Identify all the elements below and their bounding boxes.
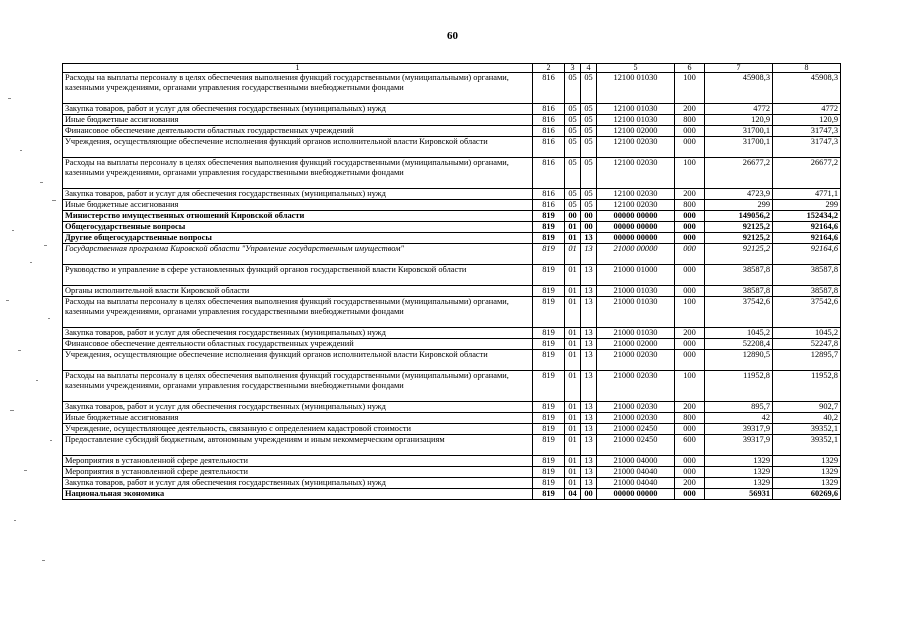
- row-target-code: 21000 01030: [597, 286, 675, 297]
- row-subsection-code: 13: [581, 286, 597, 297]
- row-amount-year-2: 1329: [773, 456, 841, 467]
- row-target-code: 21000 04040: [597, 478, 675, 489]
- row-amount-year-1: 92125,2: [705, 233, 773, 244]
- row-subsection-code: 13: [581, 371, 597, 402]
- row-subsection-code: 13: [581, 350, 597, 371]
- row-expense-type-code: 200: [675, 328, 705, 339]
- row-expense-type-code: 000: [675, 265, 705, 286]
- row-expense-type-code: 000: [675, 339, 705, 350]
- table-row: [63, 489, 841, 500]
- row-amount-year-1: 1329: [705, 478, 773, 489]
- row-expense-type-code: 000: [675, 350, 705, 371]
- table-row: [63, 104, 841, 115]
- row-amount-year-1: 39317,9: [705, 435, 773, 456]
- row-subsection-code: 13: [581, 456, 597, 467]
- row-amount-year-1: 1329: [705, 456, 773, 467]
- table-row: [63, 456, 841, 467]
- row-ved-code: 819: [533, 222, 565, 233]
- row-amount-year-1: 4772: [705, 104, 773, 115]
- row-expense-type-code: 100: [675, 158, 705, 189]
- row-name: Закупка товаров, работ и услуг для обеспечения государственных (муниципальных) нужд: [63, 478, 533, 489]
- row-subsection-code: 13: [581, 402, 597, 413]
- row-subsection-code: 05: [581, 73, 597, 104]
- row-expense-type-code: 000: [675, 286, 705, 297]
- row-ved-code: 819: [533, 350, 565, 371]
- row-section-code: 05: [565, 115, 581, 126]
- row-section-code: 01: [565, 413, 581, 424]
- row-target-code: 21000 01030: [597, 328, 675, 339]
- row-subsection-code: 00: [581, 211, 597, 222]
- row-subsection-code: 13: [581, 328, 597, 339]
- row-amount-year-1: 92125,2: [705, 244, 773, 265]
- row-name: Органы исполнительной власти Кировской области: [63, 286, 533, 297]
- row-amount-year-2: 37542,6: [773, 297, 841, 328]
- table-row: [63, 286, 841, 297]
- row-amount-year-2: 52247,8: [773, 339, 841, 350]
- row-name: Иные бюджетные ассигнования: [63, 413, 533, 424]
- column-header: 7: [705, 64, 773, 73]
- row-section-code: 01: [565, 297, 581, 328]
- table-row: [63, 297, 841, 328]
- row-amount-year-2: 12895,7: [773, 350, 841, 371]
- row-amount-year-1: 38587,8: [705, 286, 773, 297]
- row-target-code: 12100 01030: [597, 115, 675, 126]
- budget-table: [62, 63, 841, 500]
- scan-noise-marks: [0, 0, 60, 634]
- row-target-code: 21000 02450: [597, 435, 675, 456]
- row-amount-year-2: 92164,6: [773, 233, 841, 244]
- row-expense-type-code: 000: [675, 137, 705, 158]
- row-amount-year-1: 299: [705, 200, 773, 211]
- row-target-code: 21000 02030: [597, 413, 675, 424]
- column-header: 1: [63, 64, 533, 73]
- row-section-code: 00: [565, 211, 581, 222]
- row-name: Национальная экономика: [63, 489, 533, 500]
- row-amount-year-2: 39352,1: [773, 424, 841, 435]
- table-row: [63, 137, 841, 158]
- row-ved-code: 819: [533, 424, 565, 435]
- row-amount-year-1: 39317,9: [705, 424, 773, 435]
- row-section-code: 05: [565, 189, 581, 200]
- row-target-code: 12100 02030: [597, 137, 675, 158]
- row-section-code: 01: [565, 402, 581, 413]
- row-target-code: 21000 02000: [597, 339, 675, 350]
- table-row: [63, 467, 841, 478]
- row-expense-type-code: 000: [675, 489, 705, 500]
- row-amount-year-1: 4723,9: [705, 189, 773, 200]
- table-row: [63, 200, 841, 211]
- row-subsection-code: 05: [581, 158, 597, 189]
- row-ved-code: 816: [533, 104, 565, 115]
- row-name: Министерство имущественных отношений Кировской области: [63, 211, 533, 222]
- row-subsection-code: 13: [581, 244, 597, 265]
- table-row: [63, 115, 841, 126]
- row-name: Закупка товаров, работ и услуг для обеспечения государственных (муниципальных) нужд: [63, 328, 533, 339]
- row-target-code: 12100 02030: [597, 189, 675, 200]
- row-name: Государственная программа Кировской области "Управление государственным имуществом": [63, 244, 533, 265]
- row-amount-year-2: 11952,8: [773, 371, 841, 402]
- page-number: 60: [447, 30, 458, 42]
- row-subsection-code: 13: [581, 478, 597, 489]
- row-name: Учреждения, осуществляющие обеспечение исполнения функций органов исполнительной власти Кировской области: [63, 350, 533, 371]
- row-name: Расходы на выплаты персоналу в целях обеспечения выполнения функций государственными (муниципальными) органами, казенными учреждениями, органами управления государственными внебюджетными фондами: [63, 371, 533, 402]
- row-section-code: 01: [565, 478, 581, 489]
- row-expense-type-code: 000: [675, 467, 705, 478]
- row-ved-code: 816: [533, 189, 565, 200]
- row-name: Иные бюджетные ассигнования: [63, 115, 533, 126]
- row-section-code: 01: [565, 328, 581, 339]
- row-target-code: 12100 02000: [597, 126, 675, 137]
- table-row: [63, 265, 841, 286]
- table-row: [63, 339, 841, 350]
- row-amount-year-1: 45908,3: [705, 73, 773, 104]
- row-ved-code: 816: [533, 158, 565, 189]
- row-subsection-code: 05: [581, 104, 597, 115]
- table-row: [63, 478, 841, 489]
- row-ved-code: 819: [533, 233, 565, 244]
- row-expense-type-code: 800: [675, 200, 705, 211]
- row-expense-type-code: 100: [675, 297, 705, 328]
- row-section-code: 01: [565, 456, 581, 467]
- row-target-code: 21000 02030: [597, 350, 675, 371]
- table-row: [63, 126, 841, 137]
- row-amount-year-2: 40,2: [773, 413, 841, 424]
- table-row: [63, 244, 841, 265]
- row-amount-year-1: 56931: [705, 489, 773, 500]
- table-row: [63, 402, 841, 413]
- row-amount-year-1: 1045,2: [705, 328, 773, 339]
- row-ved-code: 819: [533, 456, 565, 467]
- table-row: [63, 413, 841, 424]
- row-section-code: 01: [565, 244, 581, 265]
- row-target-code: 00000 00000: [597, 489, 675, 500]
- table-row: [63, 435, 841, 456]
- row-target-code: 21000 02030: [597, 402, 675, 413]
- row-expense-type-code: 200: [675, 402, 705, 413]
- row-name: Закупка товаров, работ и услуг для обеспечения государственных (муниципальных) нужд: [63, 189, 533, 200]
- row-subsection-code: 00: [581, 222, 597, 233]
- row-section-code: 01: [565, 233, 581, 244]
- row-target-code: 21000 02450: [597, 424, 675, 435]
- row-expense-type-code: 000: [675, 456, 705, 467]
- row-ved-code: 816: [533, 200, 565, 211]
- row-name: Финансовое обеспечение деятельности областных государственных учреждений: [63, 126, 533, 137]
- column-header: 2: [533, 64, 565, 73]
- row-subsection-code: 13: [581, 435, 597, 456]
- row-amount-year-2: 4771,1: [773, 189, 841, 200]
- row-ved-code: 819: [533, 339, 565, 350]
- row-amount-year-1: 1329: [705, 467, 773, 478]
- row-name: Мероприятия в установленной сфере деятельности: [63, 467, 533, 478]
- row-ved-code: 819: [533, 402, 565, 413]
- row-amount-year-1: 92125,2: [705, 222, 773, 233]
- row-ved-code: 816: [533, 126, 565, 137]
- row-amount-year-1: 37542,6: [705, 297, 773, 328]
- row-section-code: 04: [565, 489, 581, 500]
- row-amount-year-1: 31700,1: [705, 126, 773, 137]
- row-expense-type-code: 100: [675, 73, 705, 104]
- row-expense-type-code: 600: [675, 435, 705, 456]
- row-ved-code: 819: [533, 297, 565, 328]
- row-amount-year-2: 38587,8: [773, 286, 841, 297]
- row-section-code: 01: [565, 265, 581, 286]
- row-ved-code: 819: [533, 371, 565, 402]
- column-header: 5: [597, 64, 675, 73]
- column-header: 4: [581, 64, 597, 73]
- row-section-code: 05: [565, 104, 581, 115]
- row-amount-year-2: 299: [773, 200, 841, 211]
- row-ved-code: 819: [533, 244, 565, 265]
- row-expense-type-code: 000: [675, 222, 705, 233]
- row-section-code: 05: [565, 200, 581, 211]
- row-amount-year-2: 1329: [773, 478, 841, 489]
- row-amount-year-2: 31747,3: [773, 126, 841, 137]
- row-subsection-code: 13: [581, 413, 597, 424]
- row-amount-year-1: 11952,8: [705, 371, 773, 402]
- row-section-code: 05: [565, 126, 581, 137]
- row-amount-year-2: 92164,6: [773, 222, 841, 233]
- table-row: [63, 328, 841, 339]
- row-target-code: 00000 00000: [597, 222, 675, 233]
- table-row: [63, 73, 841, 104]
- row-ved-code: 819: [533, 478, 565, 489]
- row-amount-year-1: 31700,1: [705, 137, 773, 158]
- row-target-code: 21000 00000: [597, 244, 675, 265]
- row-name: Другие общегосударственные вопросы: [63, 233, 533, 244]
- row-ved-code: 819: [533, 489, 565, 500]
- table-header-row: [63, 64, 841, 73]
- row-target-code: 21000 01030: [597, 297, 675, 328]
- row-subsection-code: 13: [581, 467, 597, 478]
- row-amount-year-2: 152434,2: [773, 211, 841, 222]
- row-expense-type-code: 200: [675, 104, 705, 115]
- row-expense-type-code: 000: [675, 424, 705, 435]
- row-name: Предоставление субсидий бюджетным, автономным учреждениям и иным некоммерческим организациям: [63, 435, 533, 456]
- row-ved-code: 816: [533, 115, 565, 126]
- row-name: Закупка товаров, работ и услуг для обеспечения государственных (муниципальных) нужд: [63, 402, 533, 413]
- table-row: [63, 424, 841, 435]
- row-name: Иные бюджетные ассигнования: [63, 200, 533, 211]
- column-header: 6: [675, 64, 705, 73]
- row-name: Финансовое обеспечение деятельности областных государственных учреждений: [63, 339, 533, 350]
- row-section-code: 01: [565, 350, 581, 371]
- row-ved-code: 819: [533, 467, 565, 478]
- row-section-code: 01: [565, 222, 581, 233]
- table-row: [63, 189, 841, 200]
- row-subsection-code: 13: [581, 424, 597, 435]
- row-ved-code: 819: [533, 328, 565, 339]
- row-subsection-code: 13: [581, 339, 597, 350]
- row-amount-year-2: 38587,8: [773, 265, 841, 286]
- row-section-code: 01: [565, 424, 581, 435]
- row-expense-type-code: 000: [675, 211, 705, 222]
- row-amount-year-2: 31747,3: [773, 137, 841, 158]
- row-amount-year-1: 149056,2: [705, 211, 773, 222]
- column-header: 3: [565, 64, 581, 73]
- row-expense-type-code: 000: [675, 244, 705, 265]
- row-ved-code: 816: [533, 137, 565, 158]
- row-target-code: 21000 02030: [597, 371, 675, 402]
- row-name: Расходы на выплаты персоналу в целях обеспечения выполнения функций государственными (муниципальными) органами, казенными учреждениями, органами управления государственными внебюджетными фондами: [63, 73, 533, 104]
- table-row: [63, 371, 841, 402]
- row-amount-year-2: 4772: [773, 104, 841, 115]
- row-section-code: 01: [565, 339, 581, 350]
- row-target-code: 21000 04000: [597, 456, 675, 467]
- row-name: Закупка товаров, работ и услуг для обеспечения государственных (муниципальных) нужд: [63, 104, 533, 115]
- column-header: 8: [773, 64, 841, 73]
- row-amount-year-1: 26677,2: [705, 158, 773, 189]
- row-subsection-code: 00: [581, 489, 597, 500]
- row-expense-type-code: 800: [675, 115, 705, 126]
- table-row: [63, 211, 841, 222]
- row-ved-code: 816: [533, 73, 565, 104]
- row-section-code: 05: [565, 137, 581, 158]
- row-name: Мероприятия в установленной сфере деятельности: [63, 456, 533, 467]
- row-target-code: 00000 00000: [597, 211, 675, 222]
- row-amount-year-2: 1045,2: [773, 328, 841, 339]
- row-amount-year-2: 92164,6: [773, 244, 841, 265]
- row-amount-year-2: 39352,1: [773, 435, 841, 456]
- row-amount-year-2: 60269,6: [773, 489, 841, 500]
- row-ved-code: 819: [533, 211, 565, 222]
- table-row: [63, 158, 841, 189]
- row-section-code: 01: [565, 435, 581, 456]
- row-amount-year-1: 52208,4: [705, 339, 773, 350]
- row-name: Расходы на выплаты персоналу в целях обеспечения выполнения функций государственными (муниципальными) органами, казенными учреждениями, органами управления государственными внебюджетными фондами: [63, 297, 533, 328]
- row-ved-code: 819: [533, 413, 565, 424]
- row-expense-type-code: 000: [675, 126, 705, 137]
- row-expense-type-code: 200: [675, 189, 705, 200]
- row-amount-year-2: 26677,2: [773, 158, 841, 189]
- row-section-code: 01: [565, 286, 581, 297]
- row-section-code: 01: [565, 467, 581, 478]
- row-amount-year-1: 38587,8: [705, 265, 773, 286]
- row-amount-year-2: 902,7: [773, 402, 841, 413]
- row-subsection-code: 13: [581, 297, 597, 328]
- row-target-code: 12100 01030: [597, 104, 675, 115]
- row-subsection-code: 05: [581, 115, 597, 126]
- row-amount-year-1: 895,7: [705, 402, 773, 413]
- row-amount-year-1: 120,9: [705, 115, 773, 126]
- row-subsection-code: 05: [581, 200, 597, 211]
- row-subsection-code: 05: [581, 126, 597, 137]
- budget-table-sheet: [62, 63, 841, 500]
- row-name: Расходы на выплаты персоналу в целях обеспечения выполнения функций государственными (муниципальными) органами, казенными учреждениями, органами управления государственными внебюджетными фондами: [63, 158, 533, 189]
- row-expense-type-code: 100: [675, 371, 705, 402]
- row-subsection-code: 13: [581, 233, 597, 244]
- row-section-code: 05: [565, 158, 581, 189]
- row-target-code: 21000 04040: [597, 467, 675, 478]
- row-subsection-code: 13: [581, 265, 597, 286]
- row-section-code: 05: [565, 73, 581, 104]
- row-name: Учреждение, осуществляющее деятельность, связанную с определением кадастровой стоимости: [63, 424, 533, 435]
- row-target-code: 21000 01000: [597, 265, 675, 286]
- row-amount-year-1: 12890,5: [705, 350, 773, 371]
- row-expense-type-code: 800: [675, 413, 705, 424]
- row-target-code: 00000 00000: [597, 233, 675, 244]
- row-amount-year-1: 42: [705, 413, 773, 424]
- table-row: [63, 222, 841, 233]
- row-target-code: 12100 02030: [597, 200, 675, 211]
- row-target-code: 12100 02030: [597, 158, 675, 189]
- row-subsection-code: 05: [581, 137, 597, 158]
- row-name: Учреждения, осуществляющие обеспечение исполнения функций органов исполнительной власти Кировской области: [63, 137, 533, 158]
- row-amount-year-2: 120,9: [773, 115, 841, 126]
- row-ved-code: 819: [533, 286, 565, 297]
- row-name: Общегосударственные вопросы: [63, 222, 533, 233]
- row-amount-year-2: 45908,3: [773, 73, 841, 104]
- row-subsection-code: 05: [581, 189, 597, 200]
- table-row: [63, 233, 841, 244]
- row-name: Руководство и управление в сфере установленных функций органов государственной власти Кировской области: [63, 265, 533, 286]
- row-expense-type-code: 200: [675, 478, 705, 489]
- row-ved-code: 819: [533, 265, 565, 286]
- table-row: [63, 350, 841, 371]
- row-amount-year-2: 1329: [773, 467, 841, 478]
- row-ved-code: 819: [533, 435, 565, 456]
- row-section-code: 01: [565, 371, 581, 402]
- row-target-code: 12100 01030: [597, 73, 675, 104]
- row-expense-type-code: 000: [675, 233, 705, 244]
